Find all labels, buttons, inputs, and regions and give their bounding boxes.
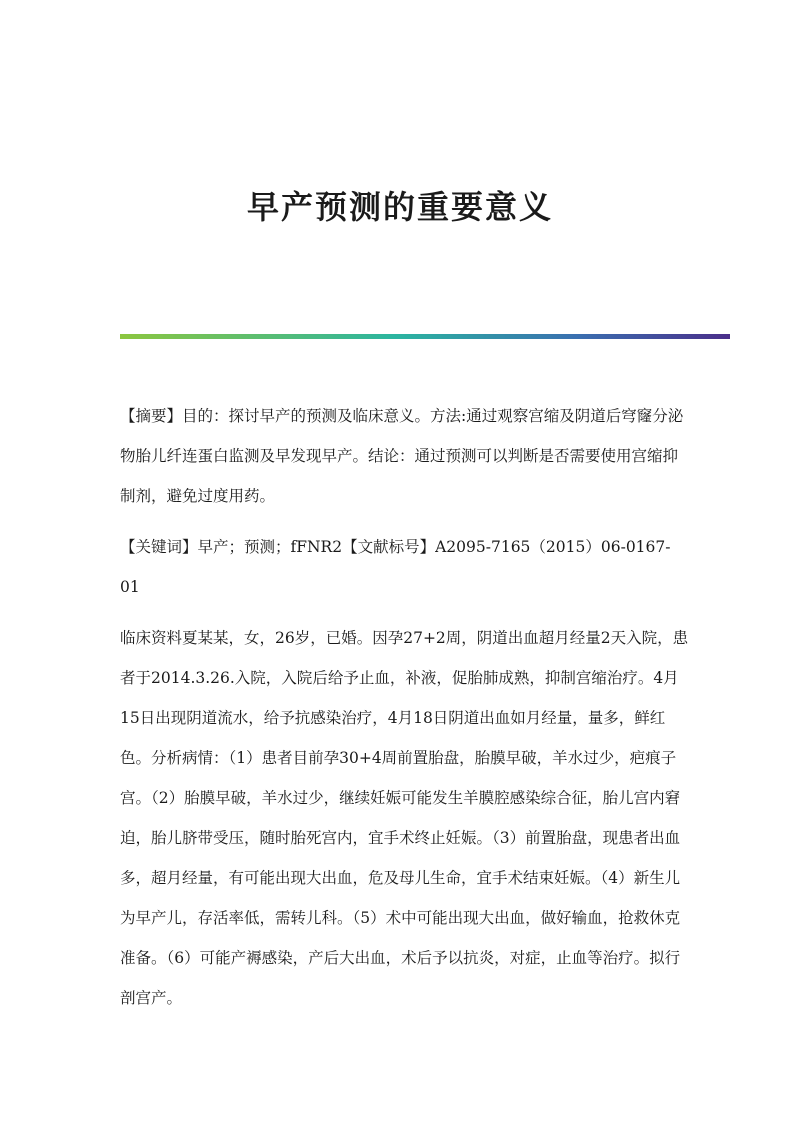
clinical-paragraph: 临床资料夏某某，女，26岁，已婚。因孕27+2周，阴道出血超月经量2天入院，患者于2014.3.26.入院，入院后给予止血，补液，促胎肺成熟，抑制宫缩治疗。4月15日出现阴道流水，给予抗感染治疗，4月18日阴道出血如月经量，量多，鲜红色。分析病情：（1）患者目前孕30+4周前置胎盘，胎膜早破，羊水过少，疤痕子宫。（2）胎膜早破，羊水过少，继续妊娠可能发生羊膜腔感染综合征，胎儿宫内窘迫，胎儿脐带受压，随时胎死宫内，宜手术终止妊娠。（3）前置胎盘，现患者出血多，超月经量，有可能出现大出血，危及母儿生命，宜手术结束妊娠。（4）新生儿为早产儿，存活率低，需转儿科。（5）术中可能出现大出血，做好输血，抢救休克准备。（6）可能产褥感染，产后大出血，术后予以抗炎，对症，止血等治疗。拟行剖宫产。	[120, 629, 689, 1007]
abstract-paragraph: 【摘要】目的：探讨早产的预测及临床意义。方法:通过观察宫缩及阴道后穹窿分泌物胎儿纤连蛋白监测及早发现早产。结论：通过预测可以判断是否需要使用宫缩抑制剂，避免过度用药。	[120, 407, 684, 505]
document-title: 早产预测的重要意义	[246, 188, 553, 226]
keywords-paragraph: 【关键词】早产；预测；fFNR2【文献标号】A2095-7165（2015）06-0167-01	[120, 538, 671, 596]
gradient-divider	[120, 334, 730, 339]
document-body	[120, 396, 690, 1029]
